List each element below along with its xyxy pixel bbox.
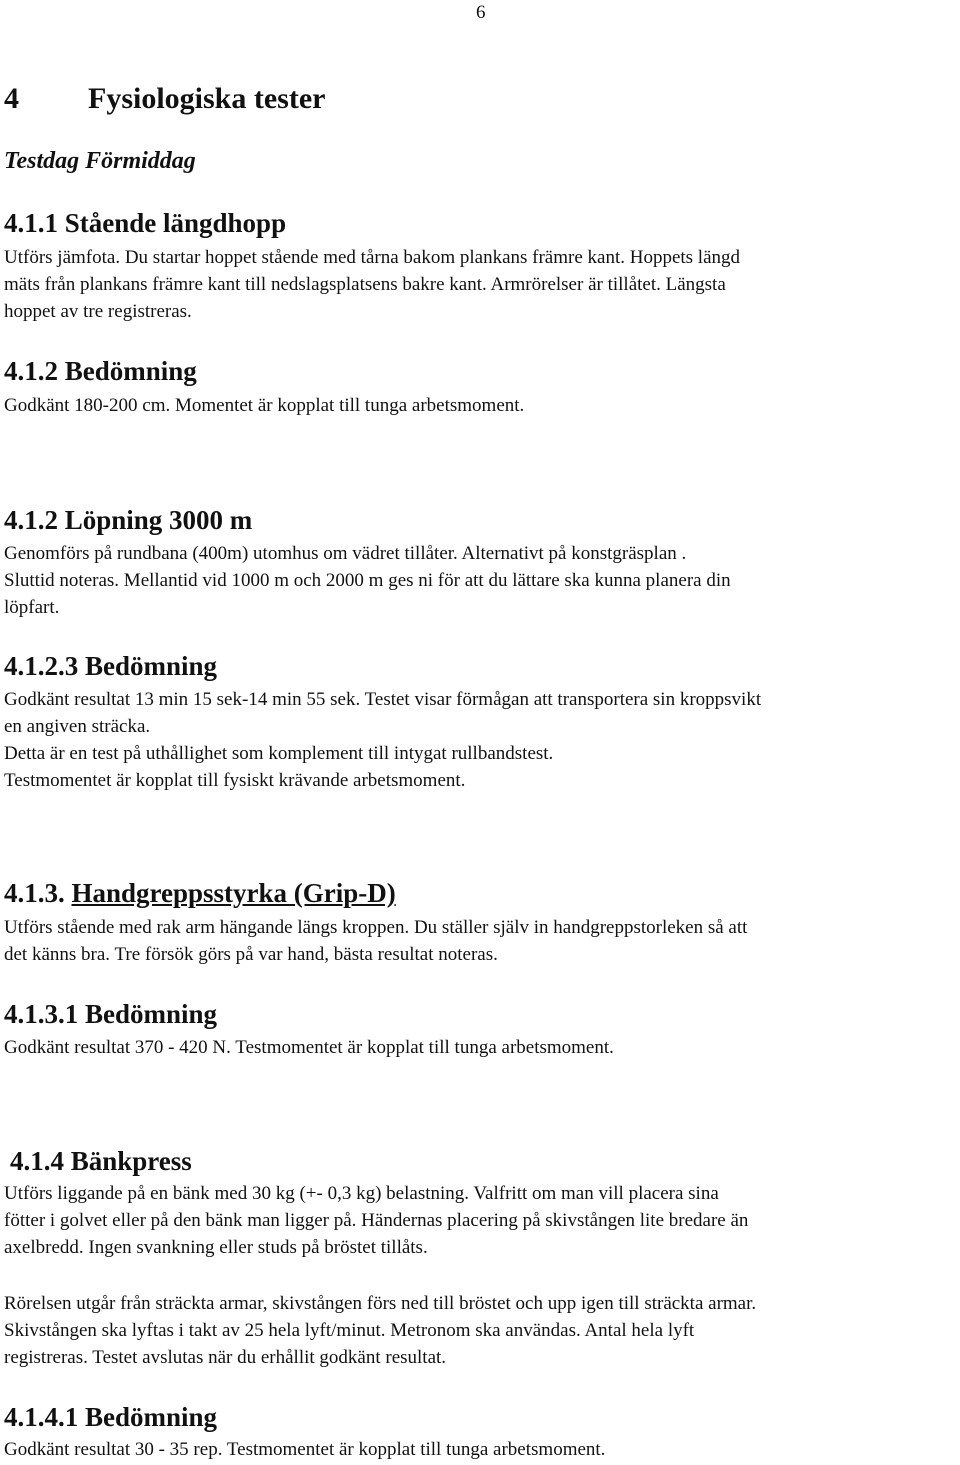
paragraph-line: hoppet av tre registreras. <box>4 301 192 322</box>
paragraph-line: axelbredd. Ingen svankning eller studs på bröstet tillåts. <box>4 1237 428 1258</box>
section-heading-assessment: 4.1.4.1 Bedömning <box>4 1402 218 1432</box>
page-number: 6 <box>476 2 486 23</box>
paragraph-line: Skivstången ska lyftas i takt av 25 hela lyft/minut. Metronom ska användas. Antal hela lyft <box>4 1320 695 1341</box>
section-heading-assessment: 4.1.2 Bedömning <box>4 356 197 386</box>
paragraph-line: mäts från plankans främre kant till nedslagsplatsens bakre kant. Armrörelser är tillåtet. Längsta <box>4 274 726 295</box>
section-heading-running: 4.1.2 Löpning 3000 m <box>4 505 253 535</box>
paragraph-line: Rörelsen utgår från sträckta armar, skivstången förs ned till bröstet och upp igen till sträckta armar. <box>4 1293 757 1314</box>
paragraph-line: en angiven sträcka. <box>4 716 151 737</box>
section-heading-assessment: 4.1.2.3 Bedömning <box>4 651 218 681</box>
paragraph-line: Utförs liggande på en bänk med 30 kg (+- 0,3 kg) belastning. Valfritt om man vill placera sina <box>4 1183 719 1204</box>
chapter-heading <box>4 82 325 116</box>
paragraph-line: Testmomentet är kopplat till fysiskt krävande arbetsmoment. <box>4 770 466 791</box>
paragraph-line: Godkänt resultat 13 min 15 sek-14 min 55 sek. Testet visar förmågan att transportera sin kroppsvikt <box>4 689 762 710</box>
chapter-title: Fysiologiska tester <box>88 82 326 115</box>
paragraph-line: fötter i golvet eller på den bänk man ligger på. Händernas placering på skivstången lite bredare än <box>4 1210 749 1231</box>
paragraph-line: registreras. Testet avslutas när du erhållit godkänt resultat. <box>4 1347 447 1368</box>
paragraph-line: Utförs jämfota. Du startar hoppet stående med tårna bakom plankans främre kant. Hoppets längd <box>4 247 741 268</box>
paragraph-line: Utförs stående med rak arm hängande längs kroppen. Du ställer själv in handgreppstorleken så att <box>4 917 748 938</box>
subtitle: Testdag Förmiddag <box>4 148 196 174</box>
section-heading-bench-press: 4.1.4 Bänkpress <box>10 1146 192 1176</box>
section-heading-assessment: 4.1.3.1 Bedömning <box>4 999 218 1029</box>
paragraph-line: det känns bra. Tre försök görs på var hand, bästa resultat noteras. <box>4 944 498 965</box>
paragraph-line: Genomförs på rundbana (400m) utomhus om vädret tillåter. Alternativt på konstgräsplan . <box>4 543 687 564</box>
paragraph-line: löpfart. <box>4 597 60 618</box>
paragraph-line: Godkänt 180-200 cm. Momentet är kopplat till tunga arbetsmoment. <box>4 395 525 416</box>
paragraph-line: Godkänt resultat 30 - 35 rep. Testmomentet är kopplat till tunga arbetsmoment. <box>4 1439 606 1460</box>
section-heading-standing-long-jump: 4.1.1 Stående längdhopp <box>4 208 287 238</box>
section-title: Handgreppsstyrka (Grip-D) <box>71 878 396 908</box>
section-heading-grip-strength <box>4 878 396 909</box>
paragraph-line: Godkänt resultat 370 - 420 N. Testmomentet är kopplat till tunga arbetsmoment. <box>4 1037 614 1058</box>
chapter-number: 4 <box>4 82 19 115</box>
section-number: 4.1.3. <box>4 878 72 908</box>
paragraph-line: Sluttid noteras. Mellantid vid 1000 m och 2000 m ges ni för att du lättare ska kunna planera din <box>4 570 731 591</box>
paragraph-line: Detta är en test på uthållighet som komplement till intygat rullbandstest. <box>4 743 554 764</box>
